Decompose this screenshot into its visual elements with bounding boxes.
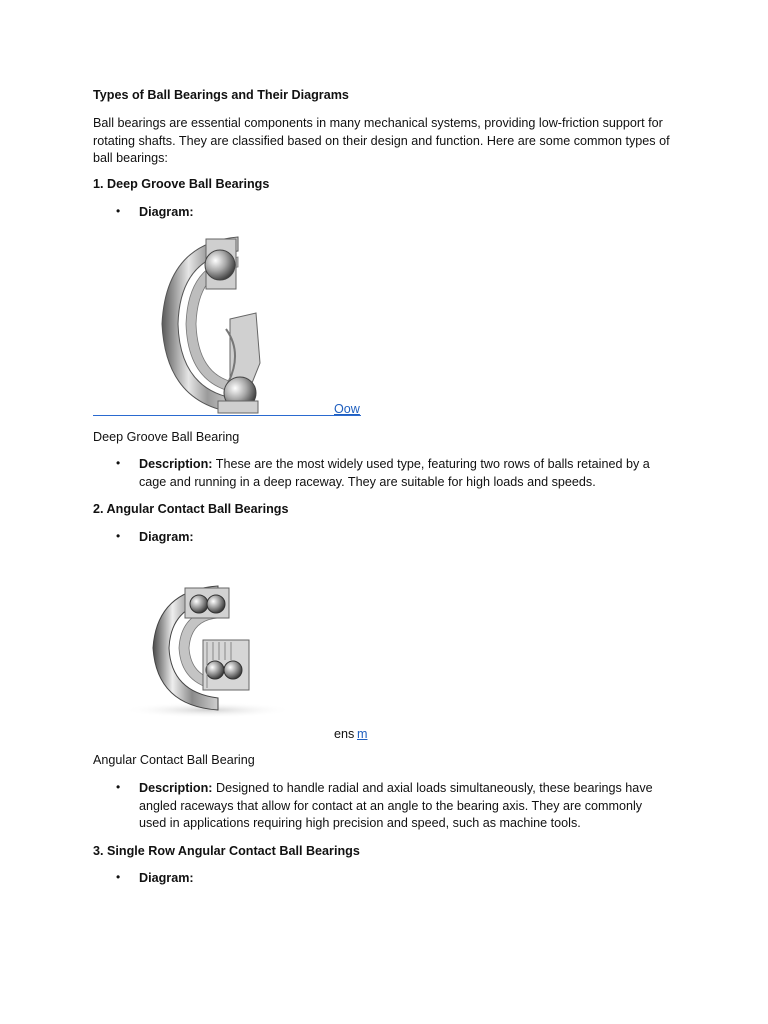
description-label: Description: [139,781,213,795]
section-2-diagram-label: Diagram: [139,530,194,544]
bullet: • [116,870,121,884]
deep-groove-bearing-image [148,233,328,415]
section-1-heading: 1. Deep Groove Ball Bearings [93,177,270,191]
document-title: Types of Ball Bearings and Their Diagrams [93,88,349,102]
description-label: Description: [139,457,213,471]
section-1-diagram-label: Diagram: [139,205,194,219]
section-2-image-link[interactable]: m [357,727,368,741]
image-link-underline [93,415,361,416]
section-2-description [139,780,669,833]
section-1-caption: Deep Groove Ball Bearing [93,430,240,444]
description-text: These are the most widely used type, featuring two rows of balls retained by a cage and running in a deep raceway. They are suitable for high loads and speeds. [139,457,650,489]
angular-contact-bearing-image [123,580,303,720]
bullet: • [116,529,121,543]
section-2-heading: 2. Angular Contact Ball Bearings [93,502,289,516]
section-3-diagram-label: Diagram: [139,871,194,885]
bullet: • [116,456,121,470]
bullet: • [116,780,121,794]
section-1-description [139,456,669,491]
description-text: Designed to handle radial and axial loads simultaneously, these bearings have angled raceways that allow for contact at an angle to the bearing axis. They are commonly used in applications requiring high precision and speed, such as machine tools. [139,781,653,830]
intro-paragraph: Ball bearings are essential components in many mechanical systems, providing low-friction support for rotating shafts. They are classified based on their design and function. Here are some common types of ball bearings: [93,116,670,165]
bullet: • [116,204,121,218]
section-3-heading: 3. Single Row Angular Contact Ball Bearings [93,844,360,858]
section-2-image-text: ens [334,727,355,741]
section-2-caption: Angular Contact Ball Bearing [93,753,255,767]
section-1-image-link[interactable]: Oow [334,402,360,416]
